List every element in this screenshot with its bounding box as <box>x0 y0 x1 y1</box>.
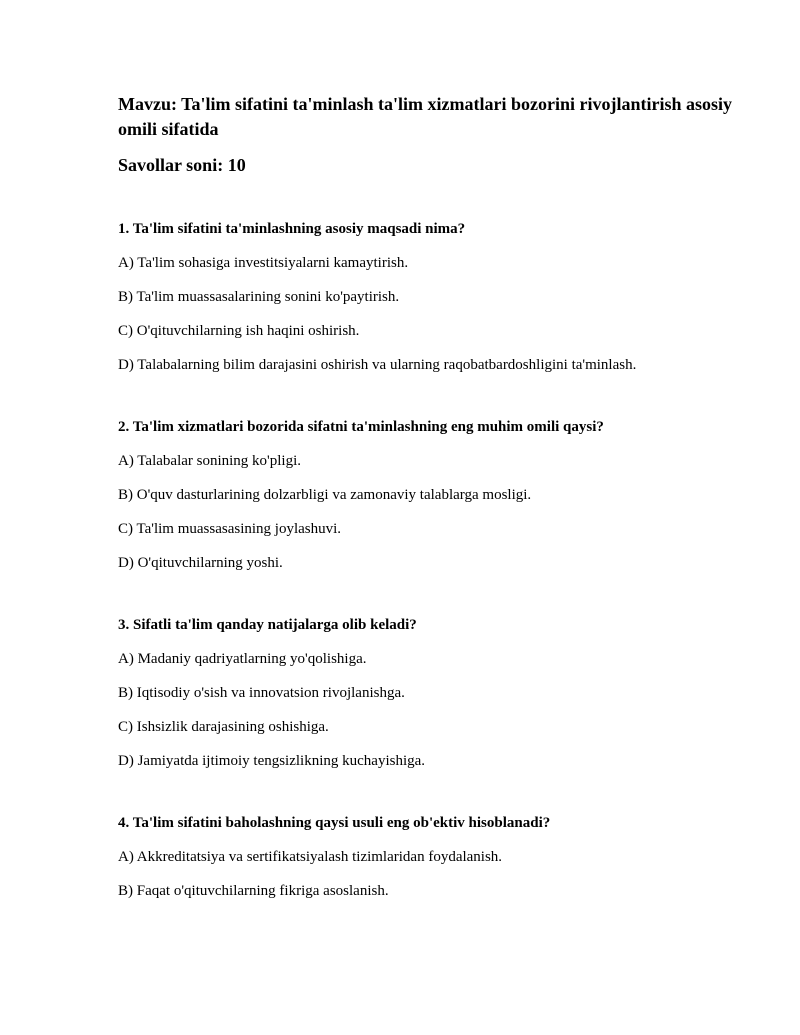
document-page <box>118 92 758 944</box>
option-b: B) Faqat o'qituvchilarning fikriga asoslanish. <box>118 883 389 899</box>
option-b: B) O'quv dasturlarining dolzarbligi va zamonaviy talablarga mosligi. <box>118 487 532 503</box>
question-text: 4. Ta'lim sifatini baholashning qaysi usuli eng ob'ektiv hisoblanadi? <box>118 815 551 831</box>
option-a: A) Ta'lim sohasiga investitsiyalarni kamaytirish. <box>118 255 409 271</box>
question-text: 2. Ta'lim xizmatlari bozorida sifatni ta'minlashning eng muhim omili qaysi? <box>118 419 604 435</box>
question-text: 3. Sifatli ta'lim qanday natijalarga olib keladi? <box>118 617 417 633</box>
option-d: D) O'qituvchilarning yoshi. <box>118 555 283 571</box>
option-c: C) Ishsizlik darajasining oshishiga. <box>118 719 329 735</box>
document-title: Mavzu: Ta'lim sifatini ta'minlash ta'lim xizmatlari bozorini rivojlantirish asosiy omili sifatida <box>118 94 733 139</box>
question-list <box>118 220 758 900</box>
option-d: D) Jamiyatda ijtimoiy tengsizlikning kuchayishiga. <box>118 753 426 769</box>
option-c: C) Ta'lim muassasasining joylashuvi. <box>118 521 342 537</box>
option-b: B) Iqtisodiy o'sish va innovatsion rivojlanishga. <box>118 685 405 701</box>
question-4 <box>118 814 758 900</box>
question-1 <box>118 220 758 374</box>
question-count: Savollar soni: 10 <box>118 155 246 175</box>
option-a: A) Talabalar sonining ko'pligi. <box>118 453 302 469</box>
option-c: C) O'qituvchilarning ish haqini oshirish. <box>118 323 360 339</box>
option-b: B) Ta'lim muassasalarining sonini ko'paytirish. <box>118 289 400 305</box>
option-a: A) Akkreditatsiya va sertifikatsiyalash tizimlaridan foydalanish. <box>118 849 503 865</box>
option-a: A) Madaniy qadriyatlarning yo'qolishiga. <box>118 651 367 667</box>
option-d: D) Talabalarning bilim darajasini oshirish va ularning raqobatbardoshligini ta'minlash. <box>118 357 637 373</box>
question-2 <box>118 418 758 572</box>
question-text: 1. Ta'lim sifatini ta'minlashning asosiy maqsadi nima? <box>118 221 466 237</box>
question-3 <box>118 616 758 770</box>
